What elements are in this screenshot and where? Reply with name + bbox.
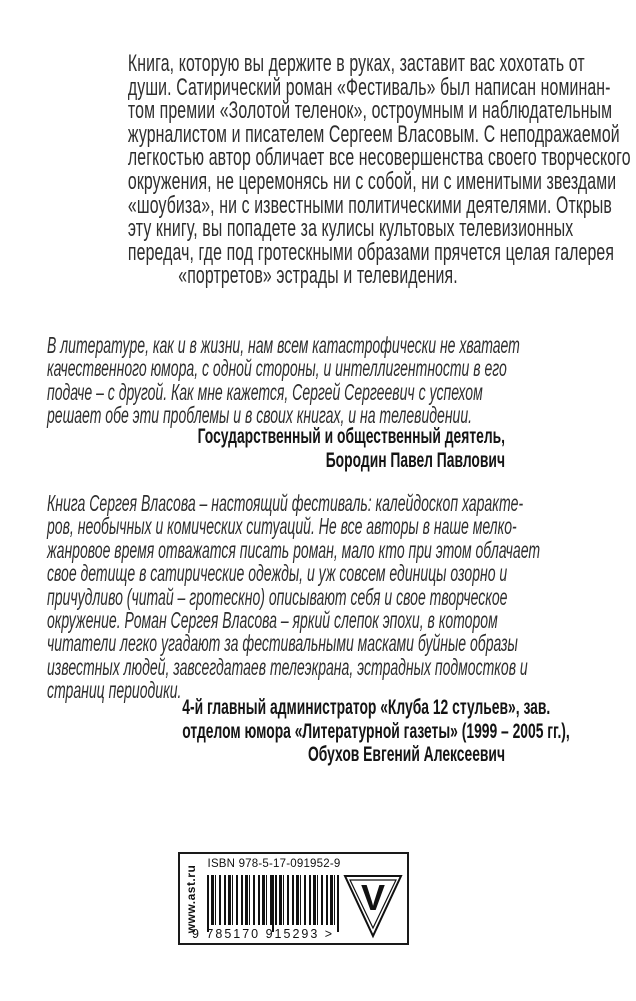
text-line: страниц периодики. bbox=[47, 677, 182, 704]
text-line: свое детище в сатирические одежды, и уж совсем единицы озорно и bbox=[47, 560, 508, 587]
text-line: жанровое время отважатся писать роман, мало кто при этом облачает bbox=[47, 536, 541, 563]
publisher-logo-letter: V bbox=[360, 877, 386, 918]
barcode-panel bbox=[178, 852, 409, 945]
text-line: «портретов» эстрады и телевидения. bbox=[178, 262, 458, 290]
text-line: «шоубиза», ни с известными политическими деятелями. Открыв bbox=[127, 191, 612, 219]
barcode-guard-bar bbox=[272, 875, 274, 932]
publisher-logo-icon bbox=[343, 873, 403, 939]
text-line: передач, где под гротескными образами прячется целая галерея bbox=[127, 238, 615, 266]
isbn-label: ISBN 978-5-17-091952-9 bbox=[207, 858, 341, 870]
text-line: Обухов Евгений Алексеевич bbox=[307, 743, 505, 766]
text-line: В литературе, как и в жизни, нам всем катастрофически не хватает bbox=[47, 332, 520, 358]
text-line: Бородин Павел Павлович bbox=[325, 448, 505, 472]
intro-paragraph bbox=[30, 50, 631, 290]
text-line: Книга Сергея Власова – настоящий фестиваль: калейдоскоп характе- bbox=[47, 490, 524, 516]
quote-attribution-1 bbox=[16, 425, 505, 472]
quote-attribution-2 bbox=[16, 696, 570, 767]
text-line: окружения, не церемонясь ни с собой, ни с именитыми звездами bbox=[127, 167, 617, 195]
text-line: том премии «Золотой теленок», остроумным и наблюдательным bbox=[127, 97, 613, 125]
reviewer-quote-1 bbox=[47, 334, 620, 428]
text-line: эту книгу, вы попадете за кулисы культовых телевизионных bbox=[127, 215, 574, 243]
text-line: причудливо (читай – гротескно) описывают себя и свое творческое bbox=[47, 583, 508, 610]
publisher-website-label: www.ast.ru bbox=[184, 864, 198, 934]
text-line: известных людей, завсегдатаев телеэкрана, эстрадных подмостков и bbox=[47, 653, 528, 680]
text-line: читатели легко угадают за фестивальными масками буйные образы bbox=[47, 630, 518, 657]
reviewer-quote-2 bbox=[47, 492, 620, 703]
text-line: легкостью автор обличает все несовершенства своего творческого bbox=[127, 144, 631, 172]
text-line: подаче – с другой. Как мне кажется, Сергей Сергеевич с успехом bbox=[47, 378, 483, 405]
text-line: 4-й главный администратор «Клуба 12 стульев», зав. bbox=[182, 696, 551, 719]
text-line: качественного юмора, с одной стороны, и интеллигентности в его bbox=[47, 355, 507, 382]
text-line: решает обе эти проблемы и в своих книгах, и на телевидении. bbox=[47, 402, 473, 429]
text-line: ров, необычных и комических ситуаций. Не все авторы в наше мелко- bbox=[47, 513, 517, 540]
text-line: окружение. Роман Сергея Власова – яркий слепок эпохи, в котором bbox=[47, 607, 498, 634]
barcode-guard-bar bbox=[207, 875, 209, 932]
barcode-guard-bar bbox=[337, 875, 339, 932]
text-line: отделом юмора «Литературной газеты» (1999 – 2005 гг.), bbox=[182, 719, 570, 743]
text-line: журналистом и писателем Сергеем Власовым. С неподражаемой bbox=[127, 120, 620, 148]
text-line: души. Сатирический роман «Фестиваль» был написан номинан- bbox=[127, 73, 611, 101]
barcode-digits: 9 785170 915293 > bbox=[192, 927, 335, 941]
text-line: Книга, которую вы держите в руках, заставит вас хохотать от bbox=[127, 50, 585, 77]
text-line: Государственный и общественный деятель, bbox=[197, 425, 505, 448]
